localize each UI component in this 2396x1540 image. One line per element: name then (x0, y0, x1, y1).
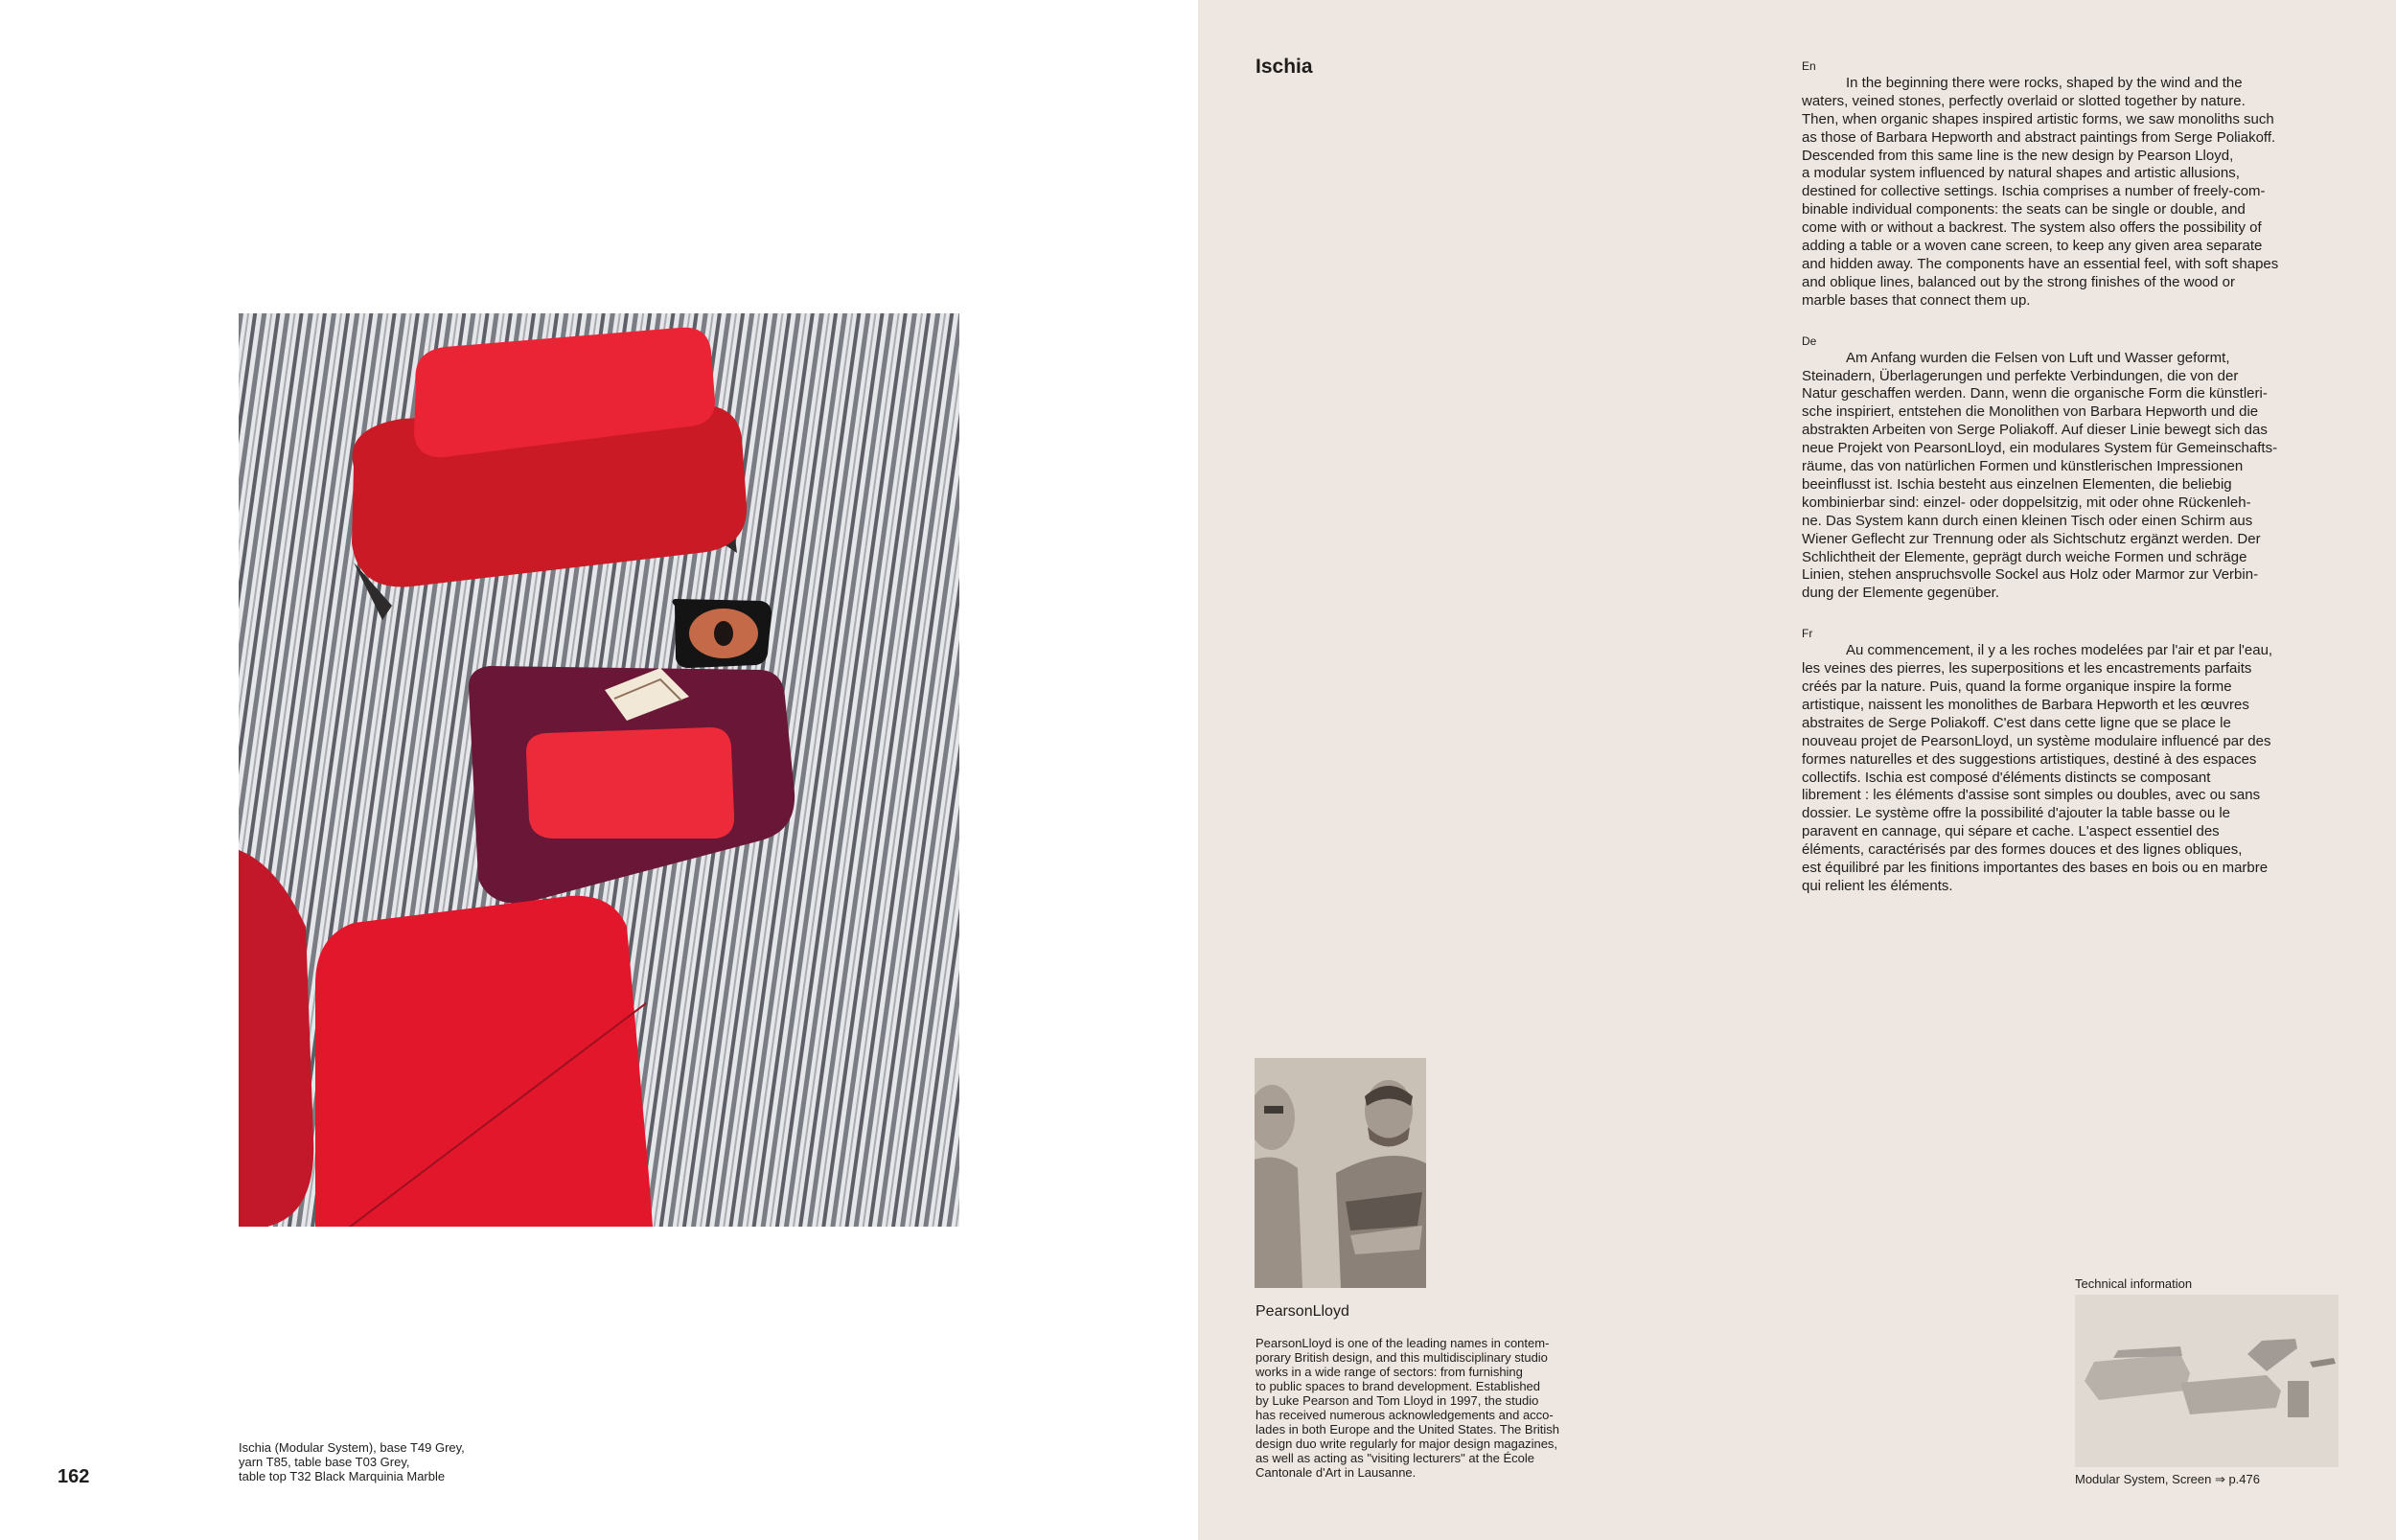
text-line: räume, das von natürlichen Formen und künstlerischen Impressionen (1802, 458, 2244, 475)
technical-drawing-illustration (2075, 1295, 2338, 1467)
text-line: librement : les éléments d'assise sont simples ou doubles, avec ou sans (1802, 787, 2261, 804)
technical-caption: Modular System, Screen ⇒ p.476 (2075, 1472, 2260, 1486)
designers-portrait-illustration (1255, 1058, 1426, 1288)
text-line: come with or without a backrest. The system also offers the possibility of (1802, 219, 2262, 237)
text-line: Then, when organic shapes inspired artistic forms, we saw monoliths such (1802, 110, 2274, 127)
text-line: kombinierbar sind: einzel- oder doppelsitzig, mit oder ohne Rückenleh- (1802, 494, 2251, 511)
bio-line: by Luke Pearson and Tom Lloyd in 1997, the studio (1256, 1393, 1539, 1408)
text-line: artistique, naissent les monolithes de Barbara Hepworth et les œuvres (1802, 696, 2249, 713)
text-line: beeinflusst ist. Ischia besteht aus einzelnen Elementen, die beliebig (1802, 475, 2232, 493)
caption-line: table top T32 Black Marquinia Marble (239, 1469, 446, 1483)
text-line: ne. Das System kann durch einen kleinen Tisch oder einen Schirm aus (1802, 512, 2253, 529)
bio-line: porary British design, and this multidisciplinary studio (1256, 1350, 1548, 1365)
text-line: créés par la nature. Puis, quand la forme organique inspire la forme (1802, 678, 2232, 695)
text-line: as those of Barbara Hepworth and abstract paintings from Serge Poliakoff. (1802, 128, 2276, 146)
text-line: In the beginning there were rocks, shaped by the wind and the (1846, 74, 2243, 91)
text-line: waters, veined stones, perfectly overlaid or slotted together by nature. (1802, 92, 2246, 109)
text-line: Schlichtheit der Elemente, geprägt durch weiche Formen und schräge (1802, 548, 2247, 565)
designer-name: PearsonLloyd (1256, 1303, 1349, 1320)
text-line: Descended from this same line is the new design by Pearson Lloyd, (1802, 147, 2234, 164)
bio-line: PearsonLloyd is one of the leading names in contem- (1256, 1336, 1550, 1350)
multilingual-description (1802, 57, 2338, 917)
text-line: neue Projekt von PearsonLloyd, ein modulares System für Gemeinschafts- (1802, 440, 2278, 457)
bio-line: as well as acting as "visiting lecturers" at the École (1256, 1451, 1535, 1465)
text-line: est équilibré par les finitions importantes des bases en bois ou en marbre (1802, 860, 2269, 877)
text-line: formes naturelles et des suggestions artistiques, destiné à des espaces (1802, 750, 2257, 768)
text-line: les veines des pierres, les superpositions et les encastrements parfaits (1802, 660, 2252, 678)
text-line: abstrakten Arbeiten von Serge Poliakoff. Auf dieser Linie bewegt sich das (1802, 422, 2268, 439)
text-line: abstraites de Serge Poliakoff. C'est dans cette ligne que se place le (1802, 714, 2231, 731)
text-line: a modular system influenced by natural shapes and artistic allusions, (1802, 165, 2240, 182)
bio-line: has received numerous acknowledgements and acco- (1256, 1408, 1554, 1422)
text-line: nouveau projet de PearsonLloyd, un système modulaire influencé par des (1802, 732, 2271, 749)
caption-line: Ischia (Modular System), base T49 Grey, (239, 1440, 465, 1455)
language-tag: Fr (1802, 627, 1813, 641)
text-line: dung der Elemente gegenüber. (1802, 585, 1999, 602)
paragraph-de (1802, 332, 2338, 604)
photo-caption (239, 1440, 584, 1483)
text-line: destined for collective settings. Ischia comprises a number of freely-com- (1802, 183, 2266, 200)
product-photo-illustration (239, 313, 959, 1227)
product-photo (239, 313, 959, 1227)
text-line: and hidden away. The components have an essential feel, with soft shapes (1802, 255, 2279, 272)
text-line: adding a table or a woven cane screen, to keep any given area separate (1802, 238, 2263, 255)
text-line: éléments, caractérisés par des formes douces et des lignes obliques, (1802, 841, 2243, 859)
paragraph-fr (1802, 624, 2338, 896)
bio-line: Cantonale d'Art in Lausanne. (1256, 1465, 1417, 1480)
bio-line: works in a wide range of sectors: from furnishing (1256, 1365, 1523, 1379)
text-line: Wiener Geflecht zur Trennung oder als Sichtschutz ergänzt werden. Der (1802, 530, 2261, 547)
text-line: Linien, stehen anspruchsvolle Sockel aus Holz oder Marmor zur Verbin- (1802, 566, 2259, 584)
page-number: 162 (58, 1466, 90, 1487)
text-line: dossier. Le système offre la possibilité d'ajouter la table basse ou le (1802, 805, 2231, 822)
designer-bio (1256, 1336, 1601, 1480)
text-line: Am Anfang wurden die Felsen von Luft und Wasser geformt, (1846, 349, 2230, 366)
designers-portrait (1255, 1058, 1426, 1288)
text-line: Au commencement, il y a les roches modelées par l'air et par l'eau, (1846, 642, 2273, 659)
technical-drawing (2075, 1295, 2338, 1467)
text-line: qui relient les éléments. (1802, 877, 1953, 894)
paragraph-en (1802, 57, 2338, 310)
text-line: Natur geschaffen werden. Dann, wenn die organische Form die künstleri- (1802, 385, 2268, 402)
technical-info-label: Technical information (2075, 1276, 2193, 1291)
text-line: collectifs. Ischia est composé d'éléments distincts se composant (1802, 769, 2211, 786)
bio-line: to public spaces to brand development. Established (1256, 1379, 1541, 1393)
text-line: Steinadern, Überlagerungen und perfekte Verbindungen, die von der (1802, 367, 2239, 384)
text-line: paravent en cannage, qui sépare et cache. L'aspect essentiel des (1802, 823, 2220, 840)
bio-line: lades in both Europe and the United States. The British (1256, 1422, 1560, 1437)
text-line: sche inspiriert, entstehen die Monolithen von Barbara Hepworth und die (1802, 403, 2259, 421)
text-line: marble bases that connect them up. (1802, 291, 2031, 309)
caption-line: yarn T85, table base T03 Grey, (239, 1455, 410, 1469)
language-tag: En (1802, 59, 1816, 73)
bio-line: design duo write regularly for major design magazines, (1256, 1437, 1558, 1451)
product-title: Ischia (1256, 56, 1313, 78)
text-line: and oblique lines, balanced out by the strong finishes of the wood or (1802, 273, 2235, 290)
language-tag: De (1802, 333, 1817, 348)
text-line: binable individual components: the seats can be single or double, and (1802, 201, 2246, 218)
